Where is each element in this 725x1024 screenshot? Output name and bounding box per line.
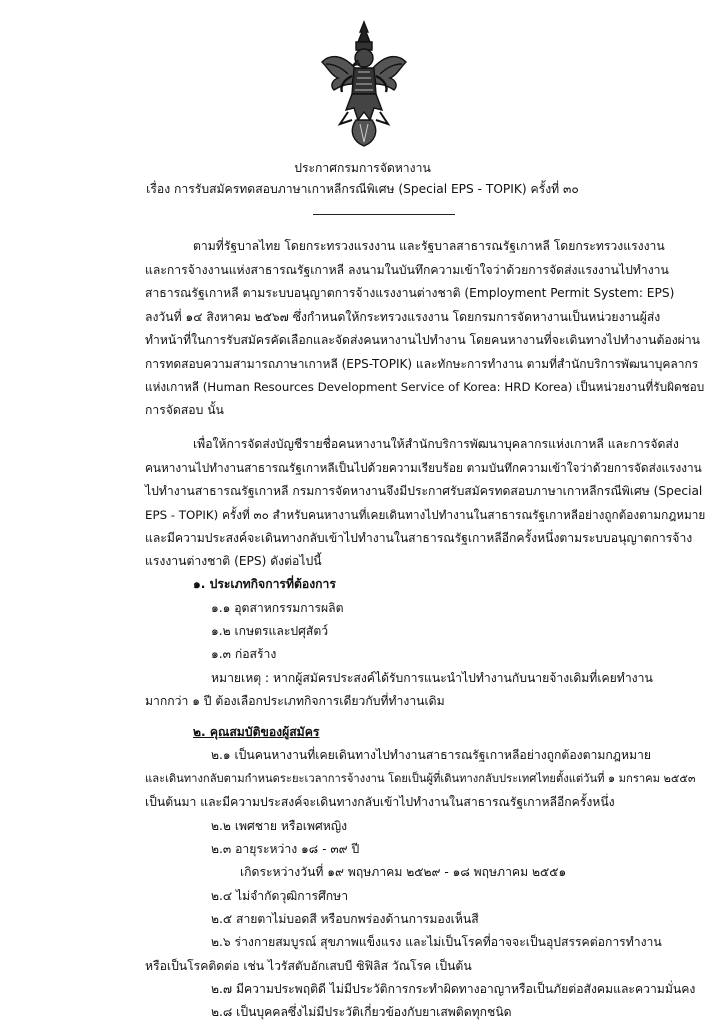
paragraph-1-line: และการจ้างงานแห่งสาธารณรัฐเกาหลี ลงนามในบันทึกความเข้าใจว่าด้วยการจัดส่งแรงงานไปทำงาน bbox=[145, 263, 669, 277]
paragraph-2-line: เพื่อให้การจัดส่งบัญชีรายชื่อคนหางานให้สำนักบริการพัฒนาบุคลากรแห่งเกาหลี และการจัดส่ง bbox=[193, 437, 679, 451]
section-2-item: ๒.๔ ไม่จำกัดวุฒิการศึกษา bbox=[211, 889, 349, 903]
paragraph-2-line: และมีความประสงค์จะเดินทางกลับเข้าไปทำงานในสาธารณรัฐเกาหลีอีกครั้งหนึ่งตามระบบอนุญาตการจ้าง bbox=[145, 531, 693, 545]
section-1-item: ๑.๑ อุตสาหกรรมการผลิต bbox=[211, 601, 344, 615]
section-2-item: ๒.๘ เป็นบุคคลซึ่งไม่มีประวัติเกี่ยวข้องกับยาเสพติดทุกชนิด bbox=[211, 1005, 512, 1019]
paragraph-2-line: EPS - TOPIK) ครั้งที่ ๓๐ สำหรับคนหางานที่เคยเดินทางไปทำงานในสาธารณรัฐเกาหลีอย่างถูกต้องตามกฎหมาย bbox=[145, 508, 706, 522]
section-1-note: หมายเหตุ : หากผู้สมัครประสงค์ได้รับการแนะนำไปทำงานกับนายจ้างเดิมที่เคยทำงาน bbox=[211, 671, 653, 685]
section-1-note: มากกว่า ๑ ปี ต้องเลือกประเภทกิจการเดียวกับที่ทำงานเดิม bbox=[145, 694, 445, 708]
section-1-heading: ๑. ประเภทกิจการที่ต้องการ bbox=[193, 577, 336, 591]
section-2-item: ๒.๖ ร่างกายสมบูรณ์ สุขภาพแข็งแรง และไม่เป็นโรคที่อาจจะเป็นอุปสรรคต่อการทำงาน bbox=[211, 935, 662, 949]
section-2-item: ๒.๑ เป็นคนหางานที่เคยเดินทางไปทำงานสาธารณรัฐเกาหลีอย่างถูกต้องตามกฎหมาย bbox=[211, 748, 652, 762]
section-2-item: ๒.๗ มีความประพฤติดี ไม่มีประวัติการกระทำผิดทางอาญาหรือเป็นภัยต่อสังคมและความมั่นคง bbox=[211, 982, 696, 996]
section-2-item: และเดินทางกลับตามกำหนดระยะเวลาการจ้างงาน โดยเป็นผู้ที่เดินทางกลับประเทศไทยตั้งแต่วันที่ ๑ มกราคม ๒๕๕๓ bbox=[145, 772, 696, 785]
section-2-item: หรือเป็นโรคติดต่อ เช่น ไวรัสตับอักเสบบี ซิฟิลิส วัณโรค เป็นต้น bbox=[145, 959, 472, 973]
paragraph-1-line: สาธารณรัฐเกาหลี ตามระบบอนุญาตการจ้างแรงงานต่างชาติ (Employment Permit System: EPS) bbox=[145, 286, 675, 300]
section-1-item: ๑.๒ เกษตรและปศุสัตว์ bbox=[211, 624, 329, 638]
announcement-subject: เรื่อง การรับสมัครทดสอบภาษาเกาหลีกรณีพิเศษ (Special EPS - TOPIK) ครั้งที่ ๓๐ bbox=[146, 182, 579, 196]
paragraph-1-line: แห่งเกาหลี (Human Resources Development Service of Korea: HRD Korea) เป็นหน่วยงานที่รับผิดชอบ bbox=[145, 380, 705, 394]
section-2-item: ๒.๓ อายุระหว่าง ๑๘ - ๓๙ ปี bbox=[211, 842, 360, 856]
paragraph-1-line: ทำหน้าที่ในการรับสมัครคัดเลือกและจัดส่งคนหางานไปทำงาน โดยคนหางานที่จะเดินทางไปทำงานต้องผ่าน bbox=[145, 333, 700, 347]
section-2-item: เกิดระหว่างวันที่ ๑๙ พฤษภาคม ๒๕๒๙ - ๑๘ พฤษภาคม ๒๕๕๑ bbox=[240, 865, 567, 879]
section-2-item: เป็นต้นมา และมีความประสงค์จะเดินทางกลับเข้าไปทำงานในสาธารณรัฐเกาหลีอีกครั้งหนึ่ง bbox=[145, 795, 615, 809]
paragraph-2-line: คนหางานไปทำงานสาธารณรัฐเกาหลีเป็นไปด้วยความเรียบร้อย ตามบันทึกความเข้าใจว่าด้วยการจัดส่งแรงงาน bbox=[145, 461, 702, 475]
title-divider bbox=[313, 214, 455, 215]
section-2-heading: ๒. คุณสมบัติของผู้สมัคร bbox=[193, 725, 320, 739]
garuda-emblem-icon bbox=[318, 20, 410, 150]
section-1-item: ๑.๓ ก่อสร้าง bbox=[211, 647, 277, 661]
paragraph-1-line: การทดสอบความสามารถภาษาเกาหลี (EPS-TOPIK) และทักษะการทำงาน ตามที่สำนักบริการพัฒนาบุคลากร bbox=[145, 357, 699, 371]
section-2-item: ๒.๒ เพศชาย หรือเพศหญิง bbox=[211, 819, 348, 833]
announcement-title: ประกาศกรมการจัดหางาน bbox=[294, 161, 431, 175]
paragraph-1-line: ลงวันที่ ๑๔ สิงหาคม ๒๕๖๗ ซึ่งกำหนดให้กระทรวงแรงงาน โดยกรมการจัดหางานเป็นหน่วยงานผู้ส่ง bbox=[145, 310, 661, 324]
paragraph-2-line: แรงงานต่างชาติ (EPS) ดังต่อไปนี้ bbox=[145, 554, 322, 568]
section-2-item: ๒.๕ สายตาไม่บอดสี หรือบกพร่องด้านการมองเห็นสี bbox=[211, 912, 479, 926]
paragraph-2-line: ไปทำงานสาธารณรัฐเกาหลี กรมการจัดหางานจึงมีประกาศรับสมัครทดสอบภาษาเกาหลีกรณีพิเศษ (Special bbox=[145, 484, 703, 498]
paragraph-1-line: ตามที่รัฐบาลไทย โดยกระทรวงแรงงาน และรัฐบาลสาธารณรัฐเกาหลี โดยกระทรวงแรงงาน bbox=[193, 239, 665, 253]
paragraph-1-line: การจัดสอบ นั้น bbox=[145, 403, 224, 417]
